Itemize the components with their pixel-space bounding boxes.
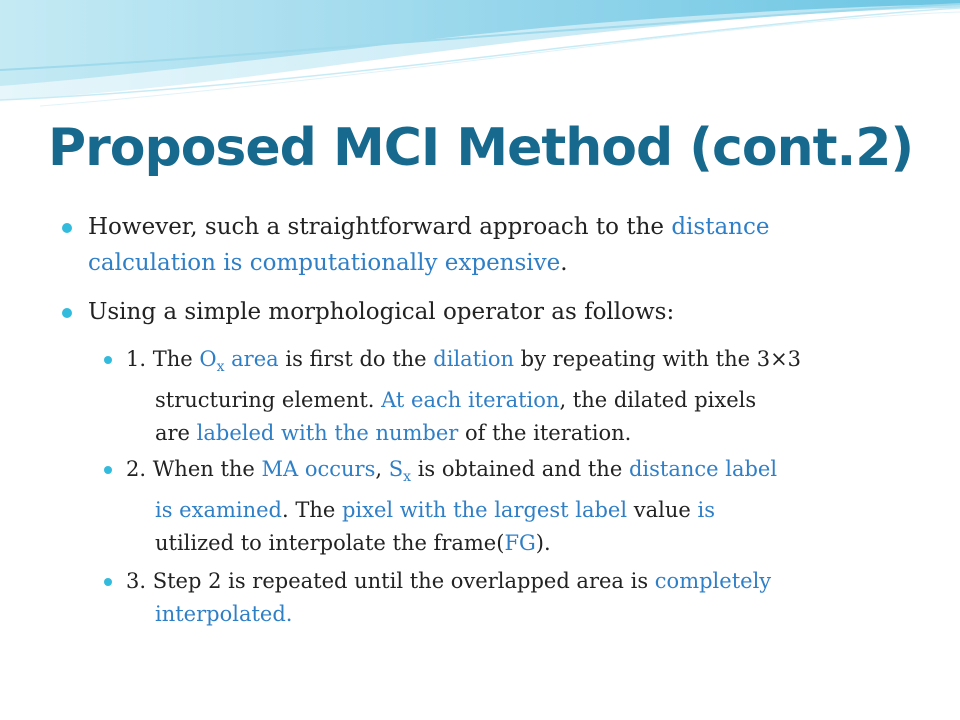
highlight-text: distance xyxy=(671,214,770,240)
slide-title: Proposed MCI Method (cont.2) xyxy=(48,118,914,178)
sub-bullet-item xyxy=(126,565,896,631)
bullet-line xyxy=(126,527,896,560)
subscript: x xyxy=(216,359,225,375)
text-run: , xyxy=(375,457,389,481)
sub-bullet-item xyxy=(126,343,896,450)
highlight-text: is examined xyxy=(155,498,282,522)
bullet-dot-icon xyxy=(62,223,72,233)
text-run: 3. Step 2 is repeated until the overlapped area is xyxy=(126,569,655,593)
highlight-text: distance label xyxy=(628,457,778,481)
highlight-text: At each iteration xyxy=(381,388,560,412)
bullet-dot-icon xyxy=(104,356,112,364)
bullet-line xyxy=(126,453,896,494)
bullet-line xyxy=(126,343,896,384)
text-run: ). xyxy=(535,531,551,555)
text-run: by repeating with the 3×3 xyxy=(514,347,802,371)
sub-bullet-item xyxy=(126,453,896,560)
bullet-line xyxy=(126,417,896,450)
highlight-text: FG xyxy=(504,531,536,555)
highlight-text: MA occurs xyxy=(261,457,376,481)
highlight-text: S xyxy=(388,457,404,481)
highlight-text: area xyxy=(224,347,279,371)
bullet-dot-icon xyxy=(104,466,112,474)
highlight-text: is xyxy=(697,498,715,522)
text-run: is obtained and the xyxy=(411,457,629,481)
highlight-text: pixel with the largest label xyxy=(341,498,628,522)
text-run: . xyxy=(560,250,568,276)
bullet-line xyxy=(126,384,896,417)
bullet-dot-icon xyxy=(104,578,112,586)
text-run: is first do the xyxy=(278,347,434,371)
highlight-text: O xyxy=(199,347,217,371)
text-run: structuring element. xyxy=(155,388,382,412)
highlight-text: interpolated. xyxy=(155,602,293,626)
subscript: x xyxy=(403,469,412,485)
highlight-text: completely xyxy=(654,569,772,593)
bullet-item xyxy=(88,209,888,281)
text-run: However, such a straightforward approach to the xyxy=(88,214,672,240)
text-run: value xyxy=(627,498,698,522)
text-run: . The xyxy=(281,498,342,522)
bullet-line xyxy=(126,494,896,527)
text-run: of the iteration. xyxy=(458,421,632,445)
text-run: are xyxy=(155,421,197,445)
highlight-text: dilation xyxy=(433,347,514,371)
text-run: 2. When the xyxy=(126,457,262,481)
bullet-line xyxy=(126,598,896,631)
highlight-text: calculation is computationally expensive xyxy=(88,250,561,276)
text-run: , the dilated pixels xyxy=(559,388,757,412)
text-run: 1. The xyxy=(126,347,200,371)
bullet-text: Using a simple morphological operator as follows: xyxy=(88,299,675,325)
bullet-line xyxy=(88,245,888,281)
bullet-item xyxy=(88,294,888,330)
bullet-line xyxy=(126,565,896,598)
text-run: utilized to interpolate the frame( xyxy=(155,531,505,555)
highlight-text: labeled with the number xyxy=(196,421,459,445)
bullet-line xyxy=(88,209,888,245)
bullet-dot-icon xyxy=(62,308,72,318)
